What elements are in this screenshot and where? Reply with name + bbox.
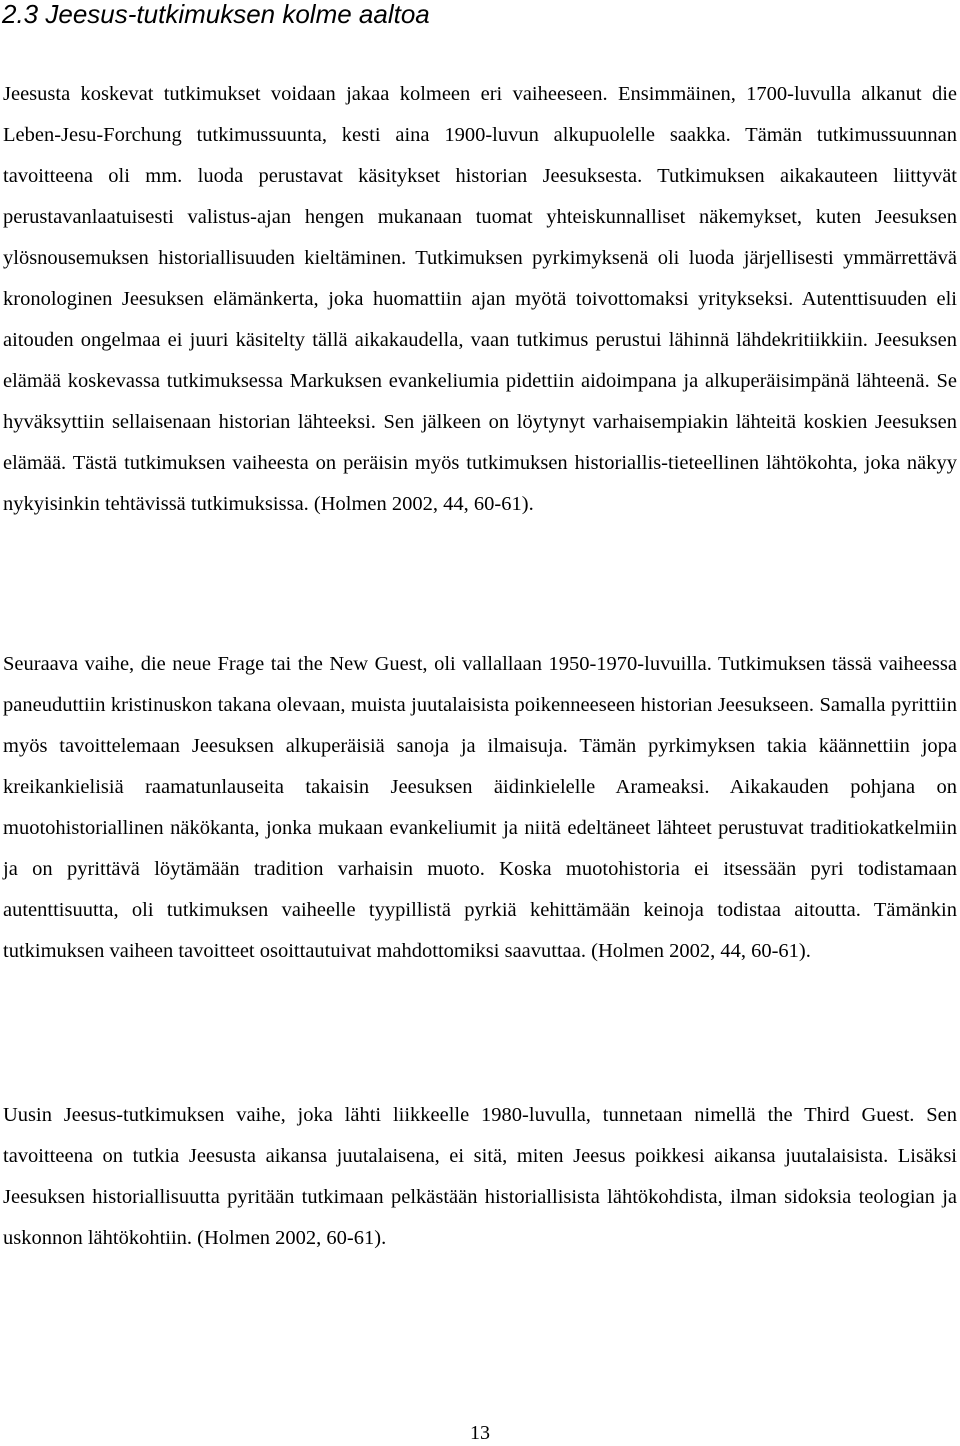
section-heading: 2.3 Jeesus-tutkimuksen kolme aaltoa bbox=[2, 0, 430, 29]
page-number: 13 bbox=[470, 1422, 490, 1444]
paragraph-first-wave: Jeesusta koskevat tutkimukset voidaan jakaa kolmeen eri vaiheeseen. Ensimmäinen, 1700-luvulla alkanut die Leben-Jesu-Forchung tutkimussuunta, kesti aina 1900-luvun alkupuolelle saakka. Tämän tutkimussuunnan tavoitteena oli mm. luoda perustavat käsitykset historian Jeesuksesta. Tutkimuksen aikakauteen liittyvät perustavanlaatuisesti valistus-ajan hengen mukanaan tuomat yhteiskunnalliset näkemykset, kuten Jeesuksen ylösnousemuksen historiallisuuden kieltäminen. Tutkimuksen pyrkimyksenä oli luoda järjellisesti ymmärrettävä kronologinen Jeesuksen elämänkerta, joka huomattiin ajan myötä toivottomaksi yritykseksi. Autenttisuuden eli aitouden ongelmaa ei juuri käsitelty tällä aikakaudella, vaan tutkimus perustui lähinnä lähdekritiikkiin. Jeesuksen elämää koskevassa tutkimuksessa Markuksen evankeliumia pidettiin aidoimpana ja alkuperäisimpänä lähteenä. Se hyväksyttiin sellaisenaan historian lähteeksi. Sen jälkeen on löytynyt varhaisempiakin lähteitä koskien Jeesuksen elämää. Tästä tutkimuksen vaiheesta on peräisin myös tutkimuksen historiallis-tieteellinen lähtökohta, joka näkyy nykyisinkin tehtävissä tutkimuksissa. (Holmen 2002, 44, 60-61). bbox=[3, 83, 957, 515]
paragraph-third-wave: Uusin Jeesus-tutkimuksen vaihe, joka lähti liikkeelle 1980-luvulla, tunnetaan nimellä the Third Guest. Sen tavoitteena on tutkia Jeesusta aikansa juutalaisena, ei sitä, miten Jeesus poikkesi aikansa juutalaisista. Lisäksi Jeesuksen historiallisuutta pyritään tutkimaan pelkästään historiallisista lähtökohdista, ilman sidoksia teologian ja uskonnon lähtökohtiin. (Holmen 2002, 60-61). bbox=[3, 1104, 957, 1249]
paragraph-second-wave: Seuraava vaihe, die neue Frage tai the New Guest, oli vallallaan 1950-1970-luvuilla. Tutkimuksen tässä vaiheessa paneuduttiin kristinuskon takana olevaan, muista juutalaisista poikenneeseen historian Jeesukseen. Samalla pyrittiin myös tavoittelemaan Jeesuksen alkuperäisiä sanoja ja ilmaisuja. Tämän pyrkimyksen takia käännettiin jopa kreikankielisiä raamatunlauseita takaisin Jeesuksen äidinkielelle Arameaksi. Aikakauden pohjana on muotohistoriallinen näkökanta, jonka mukaan evankeliumit ja niitä edeltäneet lähteet perustuvat traditiokatkelmiin ja on pyrittävä löytämään tradition varhaisin muoto. Koska muotohistoria ei itsessään pyri todistamaan autenttisuutta, oli tutkimuksen vaiheelle tyypillistä pyrkiä kehittämään keinoja todistaa aitoutta. Tämänkin tutkimuksen vaiheen tavoitteet osoittautuivat mahdottomiksi saavuttaa. (Holmen 2002, 44, 60-61). bbox=[3, 653, 957, 962]
